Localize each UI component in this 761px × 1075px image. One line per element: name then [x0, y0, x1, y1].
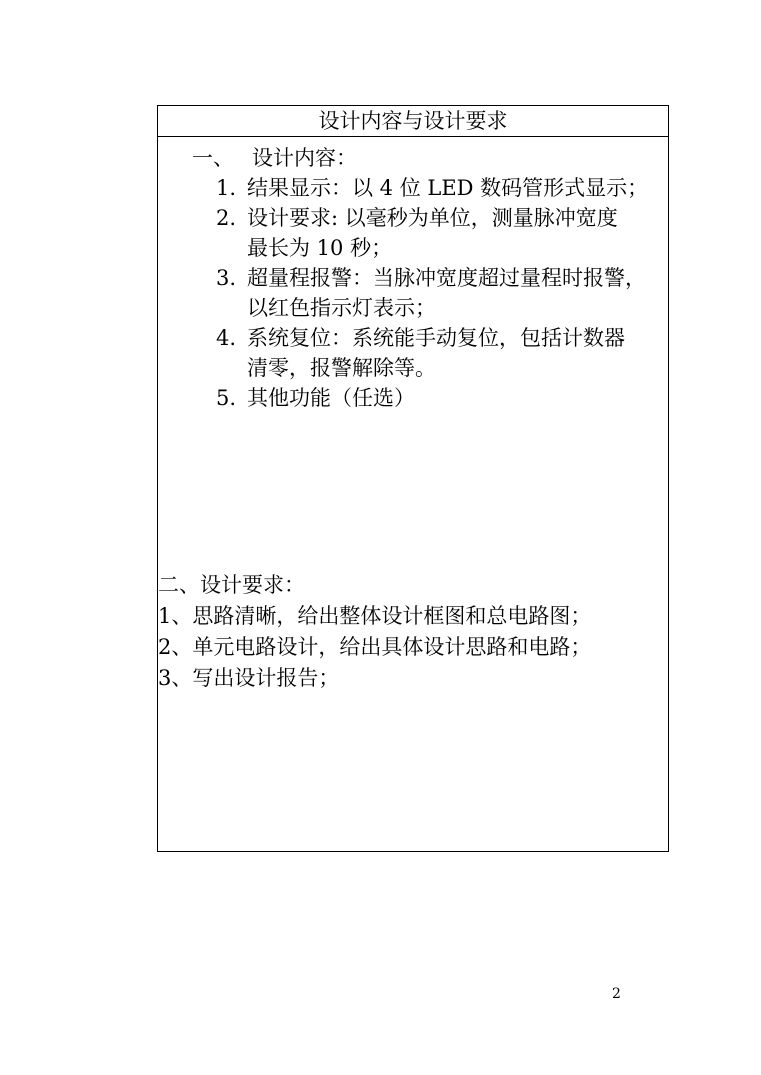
- item-number: 1.: [216, 176, 237, 200]
- item-text: 系统复位：系统能手动复位，包括计数器: [247, 326, 625, 350]
- item-number: 3.: [216, 266, 237, 290]
- list-item: 3、写出设计报告；: [158, 666, 340, 690]
- table-header: [158, 106, 668, 137]
- item-text: 其他功能（任选）: [247, 386, 415, 410]
- item-number: 4.: [216, 326, 237, 350]
- item-text: 设计要求: 以毫秒为单位，测量脉冲宽度: [247, 206, 618, 230]
- section2-title: 二、设计要求：: [158, 573, 305, 597]
- section1-title: 设计内容：: [252, 146, 357, 170]
- item-number: 5.: [216, 386, 237, 410]
- item-text-continued: 最长为 10 秒；: [247, 236, 393, 260]
- list-item: 2、单元电路设计，给出具体设计思路和电路；: [158, 635, 592, 659]
- design-requirements-table: [157, 105, 669, 852]
- table-header-text: 设计内容与设计要求: [318, 109, 508, 133]
- item-number: 2.: [216, 206, 237, 230]
- item-text-continued: 清零，报警解除等。: [247, 356, 436, 380]
- list-item: 1、思路清晰，给出整体设计框图和总电路图；: [158, 604, 592, 628]
- section1-marker: 一、: [192, 146, 234, 170]
- page-number: 2: [612, 986, 621, 1002]
- item-text: 结果显示：以 4 位 LED 数码管形式显示；: [247, 176, 649, 200]
- item-text: 超量程报警：当脉冲宽度超过量程时报警，: [247, 266, 646, 290]
- item-text-continued: 以红色指示灯表示；: [247, 296, 436, 320]
